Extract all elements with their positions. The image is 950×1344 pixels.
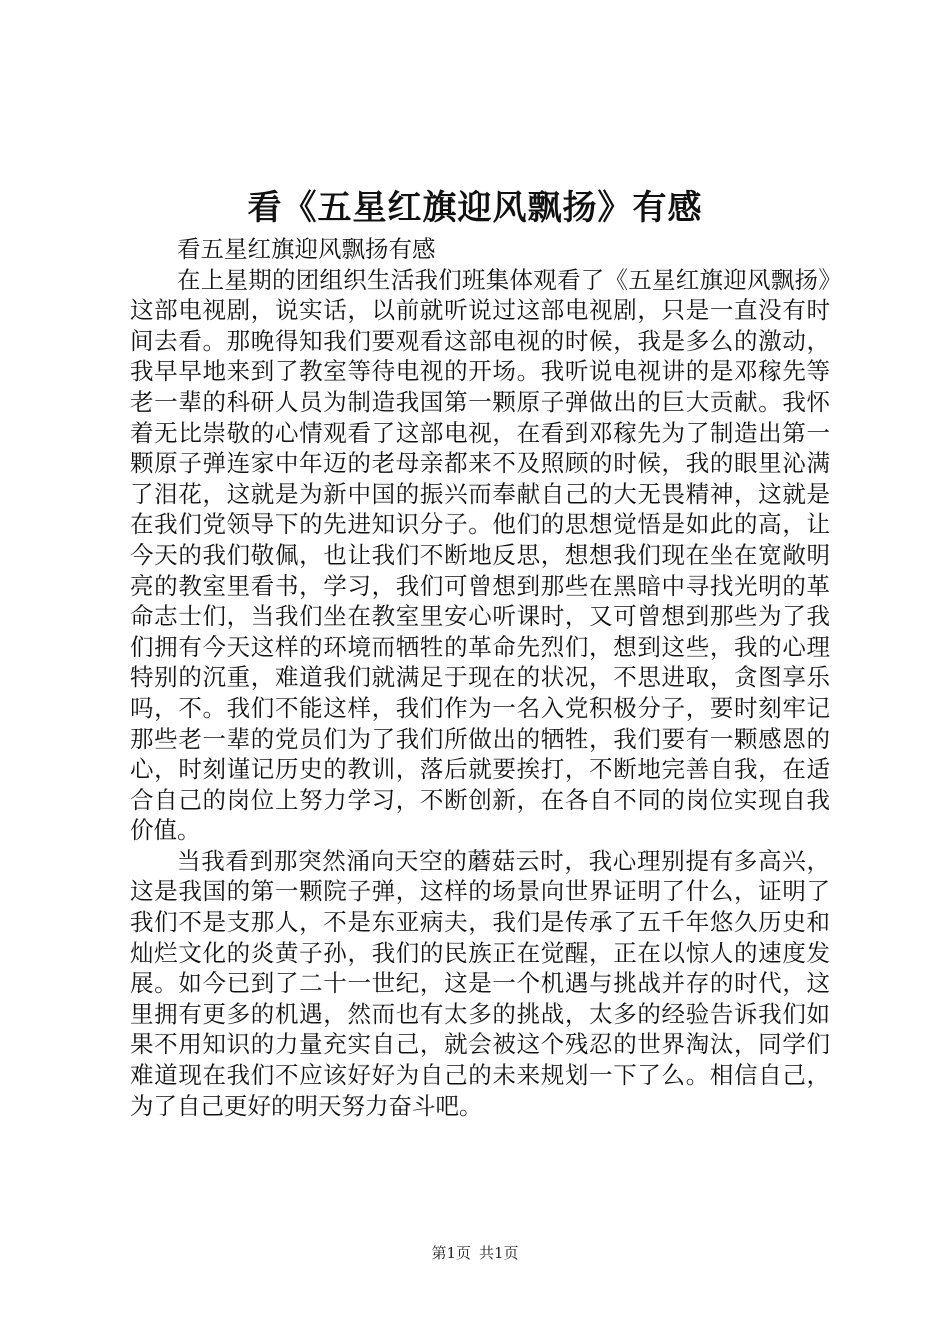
page-footer xyxy=(0,1243,950,1263)
paragraph-1: 在上星期的团组织生活我们班集体观看了《五星红旗迎风飘扬》这部电视剧，说实话，以前就听说过这部电视剧，只是一直没有时间去看。那晚得知我们要观看这部电视的时候，我是多么的激动，我早早地来到了教室等待电视的开场。我听说电视讲的是邓稼先等老一辈的科研人员为制造我国第一颗原子弹做出的巨大贡献。我怀着无比崇敬的心情观看了这部电视，在看到邓稼先为了制造出第一颗原子弹连家中年迈的老母亲都来不及照顾的时候，我的眼里沁满了泪花，这就是为新中国的振兴而奉献自己的大无畏精神，这就是在我们党领导下的先进知识分子。他们的思想觉悟是如此的高，让今天的我们敬佩，也让我们不断地反思，想想我们现在坐在宽敞明亮的教室里看书，学习，我们可曾想到那些在黑暗中寻找光明的革命志士们，当我们坐在教室里安心听课时，又可曾想到那些为了我们拥有今天这样的环境而牺牲的革命先烈们，想到这些，我的心理特别的沉重，难道我们就满足于现在的状况，不思进取，贪图享乐吗，不。我们不能这样，我们作为一名入党积极分子，要时刻牢记那些老一辈的党员们为了我们所做出的牺牲，我们要有一颗感恩的心，时刻谨记历史的教训，落后就要挨打，不断地完善自我，在适合自己的岗位上努力学习，不断创新，在各自不同的岗位实现自我价值。 xyxy=(130,265,830,845)
document-body xyxy=(130,234,830,1121)
page-total: 共1页 xyxy=(479,1244,519,1262)
document-subtitle: 看五星红旗迎风飘扬有感 xyxy=(177,235,436,263)
document-title: 看《五星红旗迎风飘扬》有感 xyxy=(247,188,703,228)
paragraph-2: 当我看到那突然涌向天空的蘑菇云时，我心理别提有多高兴，这是我国的第一颗院子弹，这样的场景向世界证明了什么，证明了我们不是支那人，不是东亚病夫，我们是传承了五千年悠久历史和灿烂文化的炎黄子孙，我们的民族正在觉醒，正在以惊人的速度发展。如今已到了二十一世纪，这是一个机遇与挑战并存的时代，这里拥有更多的机遇，然而也有太多的挑战，太多的经验告诉我们如果不用知识的力量充实自己，就会被这个残忍的世界淘汰，同学们难道现在我们不应该好好为自己的未来规划一下了么。相信自己，为了自己更好的明天努力奋斗吧。 xyxy=(130,846,830,1120)
page-number: 第1页 xyxy=(431,1244,471,1262)
